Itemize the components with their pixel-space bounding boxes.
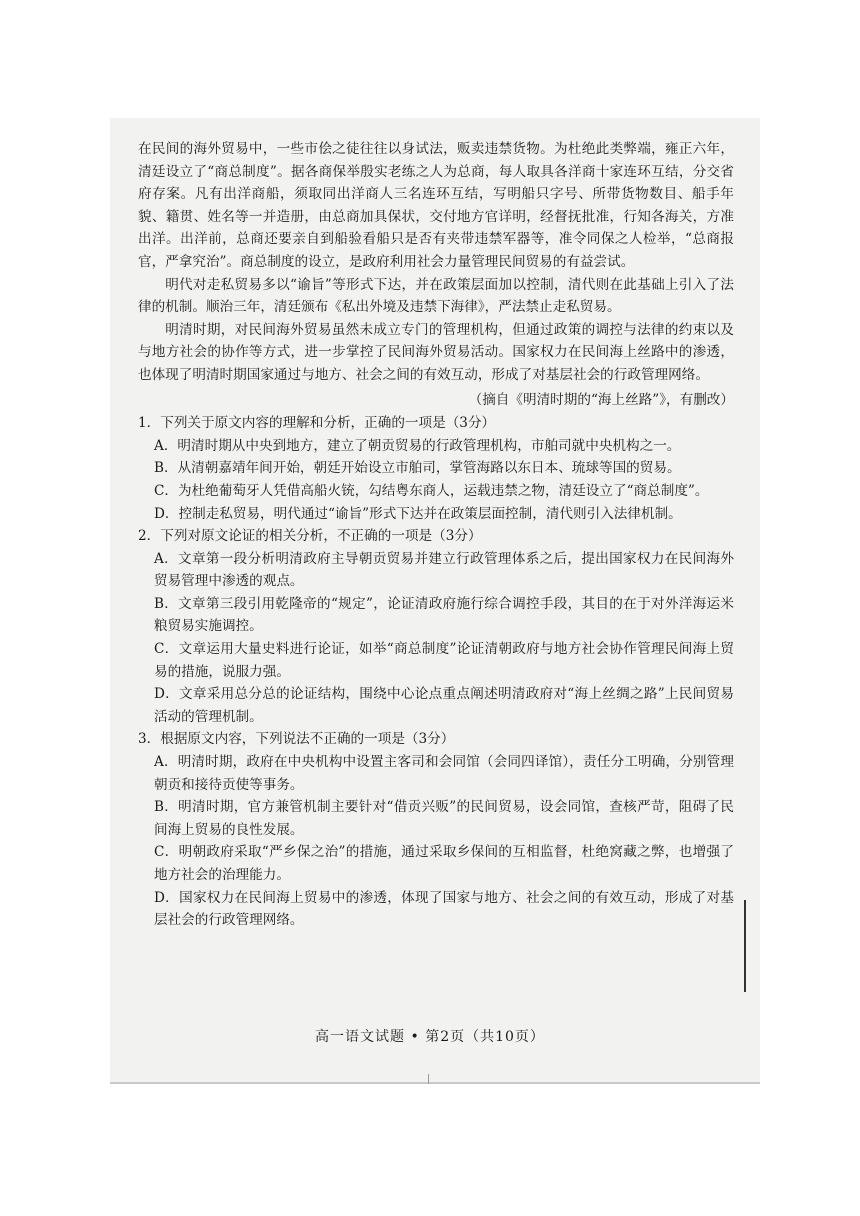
- option-b: B．明清时期，官方兼管机制主要针对“借贡兴贩”的民间贸易，设会同馆，查核严苛，阻碍了民间海上贸易的良性发展。: [154, 799, 734, 838]
- passage-paragraph: 明代对走私贸易多以“谕旨”等形式下达，并在政策层面加以控制，清代则在此基础上引入了法律的机制。顺治三年，清廷颁布《私出外境及违禁下海律》，严法禁止走私贸易。: [138, 276, 734, 316]
- option-c: C．文章运用大量史料进行论证，如举“商总制度”论证清朝政府与地方社会协作管理民间海上贸易的措施，说服力强。: [154, 641, 734, 680]
- question-stem: 1．下列关于原文内容的理解和分析，正确的一项是（3分）: [138, 415, 496, 432]
- page-footer: 高一语文试题 • 第2页（共10页）: [315, 1029, 545, 1045]
- option-a: A．明清时期，政府在中央机构中设置主客司和会同馆（会同四译馆），责任分工明确，分别管理朝贡和接待贡使等事务。: [154, 754, 734, 793]
- question-2: [138, 525, 734, 728]
- option-c: C．明朝政府采取“严乡保之治”的措施，通过采取乡保间的互相监督，杜绝窝藏之弊，也增强了地方社会的治理能力。: [154, 844, 734, 883]
- scan-edge: [110, 1082, 760, 1084]
- margin-mark: [744, 900, 746, 992]
- option-a: A．明清时期从中央到地方，建立了朝贡贸易的行政管理机构，市舶司就中央机构之一。: [154, 437, 681, 454]
- passage-paragraph: 在民间的海外贸易中，一些市侩之徒往往以身试法，贩卖违禁货物。为杜绝此类弊端，雍正六年，清廷设立了“商总制度”。据各商保举殷实老练之人为总商，每人取具各洋商十家连环互结，分交省府存案。凡有出洋商船，须取同出洋商人三名连环互结，写明船只字号、所带货物数目、船手年貌、籍贯、姓名等一并造册，由总商加具保状，交付地方官详明，经督抚批准，行知各海关，方准出洋。出洋前，总商还要亲自到船验看船只是否有夹带违禁军器等，准令同保之人检举，“总商报官，严拿究治”。商总制度的设立，是政府利用社会力量管理民间贸易的有益尝试。: [138, 141, 734, 270]
- question-1: [138, 412, 734, 525]
- question-stem: 2．下列对原文论证的相关分析，不正确的一项是（3分）: [138, 528, 482, 545]
- question-stem: 3．根据原文内容，下列说法不正确的一项是（3分）: [138, 731, 455, 748]
- option-d: D．控制走私贸易，明代通过“谕旨”形式下达并在政策层面控制，清代则引入法律机制。: [154, 505, 682, 522]
- option-a: A．文章第一段分析明清政府主导朝贡贸易并建立行政管理体系之后，提出国家权力在民间海外贸易管理中渗透的观点。: [154, 550, 734, 590]
- option-c: C．为杜绝葡萄牙人凭借高船火铳，勾结粤东商人，运载违禁之物，清廷设立了“商总制度”。: [154, 482, 709, 499]
- passage-source: （摘自《明清时期的“海上丝路”》，有删改）: [468, 391, 734, 408]
- option-b: B．从清朝嘉靖年间开始，朝廷开始设立市舶司，掌管海路以东日本、琉球等国的贸易。: [154, 460, 681, 477]
- option-d: D．文章采用总分总的论证结构，围绕中心论点重点阐述明清政府对“海上丝绸之路”上民间贸易活动的管理机制。: [154, 686, 734, 725]
- document-content: [138, 138, 734, 932]
- passage-paragraph: 明清时期，对民间海外贸易虽然未成立专门的管理机构，但通过政策的调控与法律的约束以及与地方社会的协作等方式，进一步掌控了民间海外贸易活动。国家权力在民间海上丝路中的渗透，也体现了明清时期国家通过与地方、社会之间的有效互动，形成了对基层社会的行政管理网络。: [138, 321, 734, 383]
- option-d: D．国家权力在民间海上贸易中的渗透，体现了国家与地方、社会之间的有效互动，形成了对基层社会的行政管理网络。: [154, 889, 734, 929]
- scan-tick-mark: [428, 1074, 429, 1084]
- question-3: [138, 728, 734, 931]
- option-b: B．文章第三段引用乾隆帝的“规定”，论证清政府施行综合调控手段，其目的在于对外洋海运米粮贸易实施调控。: [154, 595, 734, 635]
